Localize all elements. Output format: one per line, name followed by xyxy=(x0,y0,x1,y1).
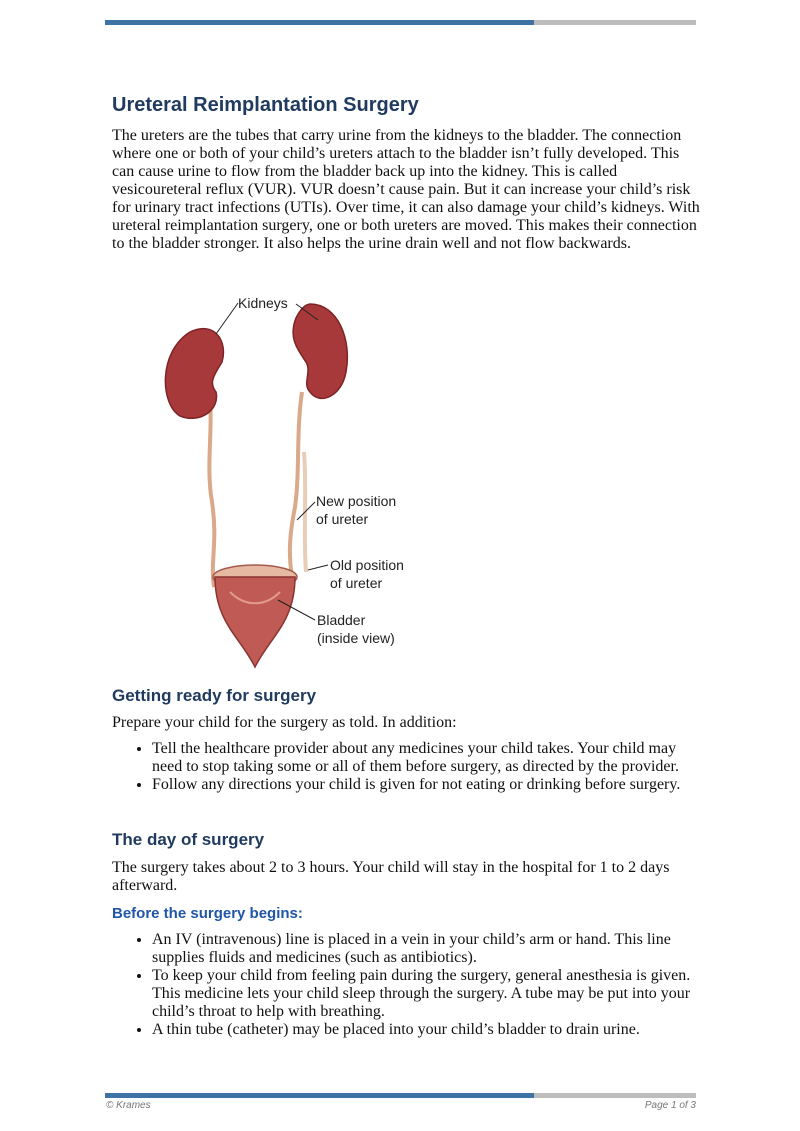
footer-copyright: © Krames xyxy=(106,1100,151,1111)
list-item: • Tell the healthcare provider about any medicines your child takes. Your child may need to stop taking some or all of them before surgery, as directed by the provider. xyxy=(152,740,702,776)
label-old-position-line2: of ureter xyxy=(330,575,383,591)
before-surgery-list xyxy=(112,931,702,1039)
header-rule xyxy=(105,20,696,25)
section-day-of-surgery-paragraph: The surgery takes about 2 to 3 hours. Your child will stay in the hospital for 1 to 2 days afterward. xyxy=(112,859,670,894)
intro-paragraph: The ureters are the tubes that carry urine from the kidneys to the bladder. The connection where one or both of your child’s ureters attach to the bladder isn’t fully developed. This can cause urine to flow from the bladder back up into the kidney. This is called vesicoureteral reflux (VUR). VUR doesn’t cause pain. But it can increase your child’s risk for urinary tract infections (UTIs). Over time, it can also damage your child’s kidneys. With ureteral reimplantation surgery, one or both ureters are moved. This makes their connection to the bladder stronger. It also helps the urine drain well and not flow backwards. xyxy=(112,127,700,252)
list-item: • To keep your child from feeling pain during the surgery, general anesthesia is given. This medicine lets your child sleep through the surgery. A tube may be put into your child’s throat to help with breathing. xyxy=(152,967,702,1021)
header-rule-gray xyxy=(534,20,696,25)
section-heading-getting-ready: Getting ready for surgery xyxy=(112,686,317,705)
left-kidney xyxy=(165,329,223,419)
old-position-pointer xyxy=(308,565,328,570)
footer-rule-gray xyxy=(534,1093,696,1098)
footer-rule-blue xyxy=(105,1093,534,1098)
list-item: • Follow any directions your child is given for not eating or drinking before surgery. xyxy=(152,776,702,794)
footer-rule xyxy=(105,1093,696,1098)
label-new-position-line1: New position xyxy=(316,493,397,509)
bladder xyxy=(215,577,295,667)
label-bladder-line1: Bladder xyxy=(317,612,366,628)
subheading-before-surgery: Before the surgery begins: xyxy=(112,905,303,922)
label-kidneys: Kidneys xyxy=(238,295,288,311)
right-kidney xyxy=(293,304,347,398)
footer-page-number: Page 1 of 3 xyxy=(644,1100,696,1111)
getting-ready-list xyxy=(112,740,702,794)
header-rule-blue xyxy=(105,20,534,25)
label-bladder-line2: (inside view) xyxy=(317,630,395,646)
section-heading-day-of-surgery: The day of surgery xyxy=(112,830,265,849)
list-item: • A thin tube (catheter) may be placed into your child’s bladder to drain urine. xyxy=(152,1021,702,1039)
urinary-tract-svg xyxy=(160,292,430,677)
kidneys-pointer-left xyxy=(216,303,238,334)
urinary-tract-illustration xyxy=(160,292,430,677)
left-ureter xyxy=(208,387,214,587)
page-title: Ureteral Reimplantation Surgery xyxy=(112,94,419,116)
label-new-position-line2: of ureter xyxy=(316,511,369,527)
right-ureter-new xyxy=(290,392,302,577)
section-getting-ready-paragraph: Prepare your child for the surgery as told. In addition: xyxy=(112,714,457,731)
list-item: • An IV (intravenous) line is placed in a vein in your child’s arm or hand. This line supplies fluids and medicines (such as antibiotics). xyxy=(152,931,702,967)
label-old-position-line1: Old position xyxy=(330,557,404,573)
